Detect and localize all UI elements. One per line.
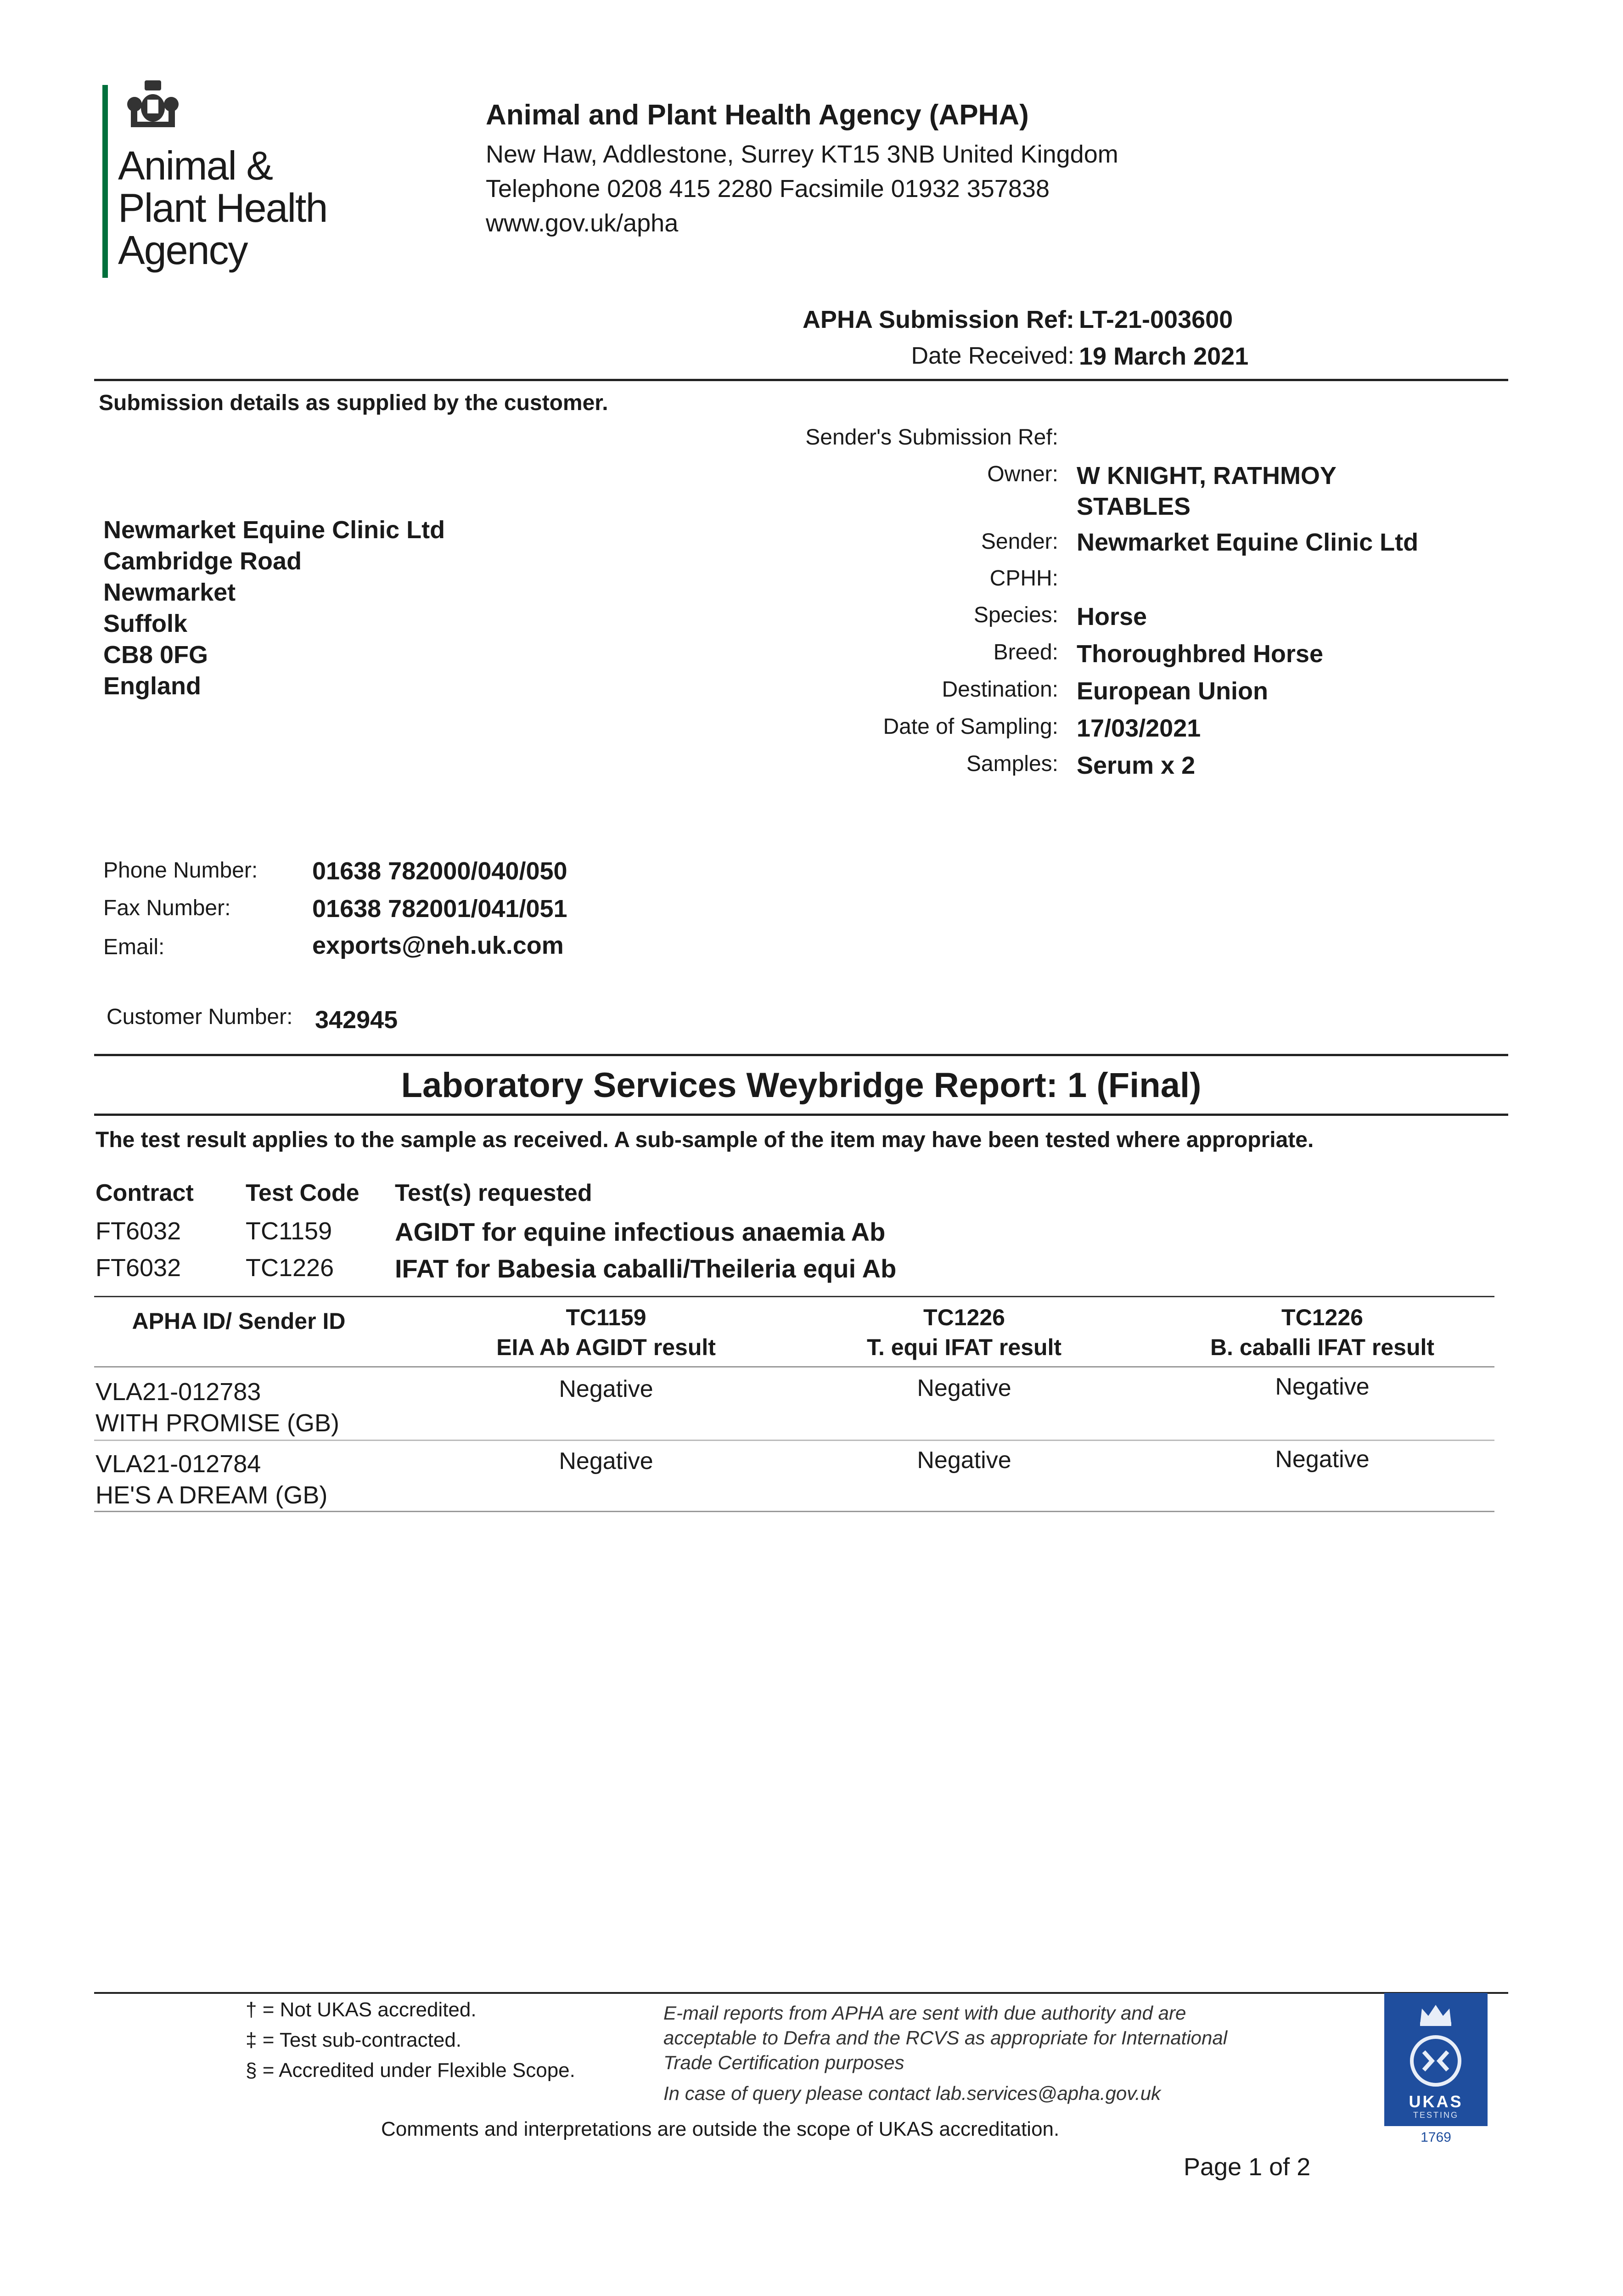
ukas-tick-crown-icon [1407,2032,1464,2089]
email-value: exports@neh.uk.com [312,932,564,959]
ukas-accreditation-mark [1384,1993,1488,2126]
address-line: England [103,672,201,700]
results-header-col1-name: EIA Ab AGIDT result [496,1334,716,1360]
results-row-divider [94,1440,1494,1441]
results-header-divider [94,1366,1494,1367]
agency-telephone: Telephone 0208 415 2280 Facsimile 01932 357838 [486,175,1050,203]
tests-header-requested: Test(s) requested [395,1180,592,1206]
submission-ref-label: APHA Submission Ref: [802,306,1074,333]
agency-website: www.gov.uk/apha [486,209,679,237]
report-title: Laboratory Services Weybridge Report: 1 (Final) [401,1066,1202,1105]
tests-header-test-code: Test Code [246,1180,359,1206]
destination-value: European Union [1077,677,1268,705]
detail-label: Owner: [987,462,1058,486]
result-eia-agidt: Negative [559,1376,653,1402]
result-b-caballi-ifat: Negative [1275,1446,1370,1473]
address-block [103,514,445,702]
header-divider [94,379,1508,381]
address-line: CB8 0FG [103,641,208,669]
results-header-col1-code: TC1159 [566,1305,646,1330]
footer-notice-3: Trade Certification purposes [663,2052,904,2073]
royal-crest-icon [121,76,185,131]
test-contract: FT6032 [95,1217,181,1245]
phone-value: 01638 782000/040/050 [312,857,567,885]
footer-notice-1: E-mail reports from APHA are sent with due authority and are [663,2002,1186,2024]
breed-value: Thoroughbred Horse [1077,640,1323,668]
address-line: Newmarket Equine Clinic Ltd [103,516,445,544]
detail-label: Species: [973,603,1058,627]
result-sample-name: WITH PROMISE (GB) [95,1409,339,1437]
footer-key-not-accredited: † = Not UKAS accredited. [246,1998,477,2021]
detail-label: Sender: [981,529,1058,554]
owner-value-line2: STABLES [1077,493,1191,520]
detail-label: Destination: [942,677,1058,702]
customer-note: Submission details as supplied by the customer. [99,391,608,415]
logo-green-bar [102,85,108,278]
result-b-caballi-ifat: Negative [1275,1373,1370,1400]
customer-number-label: Customer Number: [107,1005,293,1029]
test-contract: FT6032 [95,1254,181,1282]
test-code: TC1226 [246,1254,334,1282]
address-line: Newmarket [103,579,236,606]
logo-line-3: Agency [118,227,247,273]
address-line: Suffolk [103,610,187,637]
detail-label: CPHH: [989,566,1058,591]
report-top-divider [94,1054,1508,1056]
report-disclaimer: The test result applies to the sample as received. A sub-sample of the item may have been tested where appropriate. [95,1128,1314,1152]
phone-label: Phone Number: [103,858,258,883]
result-sample-name: HE'S A DREAM (GB) [95,1481,328,1509]
report-title-divider [94,1114,1508,1116]
owner-value: W KNIGHT, RATHMOY [1077,462,1337,490]
test-requested: AGIDT for equine infectious anaemia Ab [395,1217,886,1246]
result-t-equi-ifat: Negative [917,1447,1011,1474]
results-top-divider [94,1296,1494,1297]
detail-label: Breed: [993,640,1058,664]
results-header-id: APHA ID/ Sender ID [132,1308,346,1334]
logo-line-1: Animal & [118,143,273,188]
result-sample-id: VLA21-012783 [95,1378,261,1406]
results-header-col2-code: TC1226 [923,1305,1005,1330]
fax-value: 01638 782001/041/051 [312,895,567,923]
results-bottom-divider [94,1511,1494,1512]
footer-key-subcontracted: ‡ = Test sub-contracted. [246,2029,462,2051]
fax-label: Fax Number: [103,896,231,920]
results-header-col3-code: TC1226 [1281,1305,1363,1330]
agency-address: New Haw, Addlestone, Surrey KT15 3NB United Kingdom [486,141,1118,168]
date-received-value: 19 March 2021 [1079,343,1249,370]
samples-value: Serum x 2 [1077,752,1196,779]
address-line: Cambridge Road [103,547,302,575]
agency-logo [99,76,356,278]
test-code: TC1159 [246,1217,332,1245]
agency-name: Animal and Plant Health Agency (APHA) [486,99,1029,131]
footer-notice-2: acceptable to Defra and the RCVS as appropriate for International [663,2027,1228,2048]
result-sample-id: VLA21-012784 [95,1450,261,1478]
submission-ref-value: LT-21-003600 [1079,306,1233,333]
footer-divider [94,1992,1508,1994]
results-header-col3-name: B. caballi IFAT result [1210,1334,1435,1360]
ukas-label: UKAS [1409,2092,1463,2111]
results-header-col2-name: T. equi IFAT result [866,1334,1062,1360]
ukas-sub-label: TESTING [1413,2110,1459,2120]
date-received-label: Date Received: [911,343,1074,369]
result-eia-agidt: Negative [559,1448,653,1474]
customer-number-value: 342945 [315,1006,398,1034]
logo-line-2: Plant Health [118,185,327,231]
footer-comments: Comments and interpretations are outside the scope of UKAS accreditation. [381,2118,1060,2140]
detail-label: Samples: [966,752,1058,776]
tests-header-contract: Contract [95,1180,194,1206]
species-value: Horse [1077,603,1147,630]
ukas-number: 1769 [1421,2130,1451,2145]
sampling-date-value: 17/03/2021 [1077,715,1201,742]
footer-key-flexible-scope: § = Accredited under Flexible Scope. [246,2059,575,2082]
detail-label: Date of Sampling: [883,715,1058,739]
page-number: Page 1 of 2 [1184,2153,1311,2181]
test-requested: IFAT for Babesia caballi/Theileria equi Ab [395,1254,897,1283]
email-label: Email: [103,935,165,959]
sender-value: Newmarket Equine Clinic Ltd [1077,529,1419,556]
detail-label: Sender's Submission Ref: [805,425,1058,450]
footer-query: In case of query please contact lab.services@apha.gov.uk [663,2082,1161,2104]
crown-icon [1417,2001,1454,2027]
result-t-equi-ifat: Negative [917,1375,1011,1401]
